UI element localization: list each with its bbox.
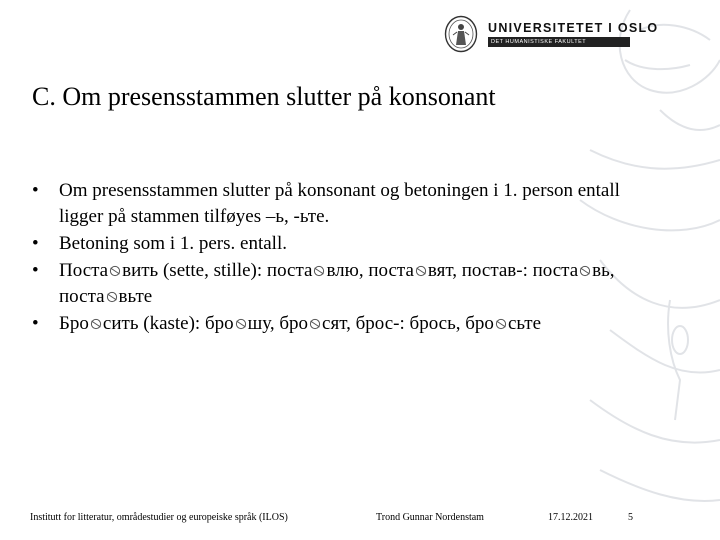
- slide-title: C. Om presensstammen slutter på konsonant: [32, 82, 496, 111]
- bullet-text: Betoning som i 1. pers. entall.: [59, 233, 287, 254]
- bullet-text: сить (kaste): бро: [102, 313, 234, 334]
- stress-mark-icon: [109, 265, 121, 277]
- bullet-marker: •: [32, 180, 39, 201]
- university-name: UNIVERSITETET I OSLO: [488, 21, 659, 35]
- bullet-item: [32, 258, 632, 310]
- bullet-item: [32, 231, 632, 257]
- footer-page-number: 5: [628, 512, 633, 523]
- stress-mark-icon: [313, 265, 325, 277]
- footer-institute: Institutt for litteratur, områdestudier og europeiske språk (ILOS): [30, 512, 288, 523]
- bullet-text: вить (sette, stille): поста: [122, 260, 313, 281]
- bullet-text: Поста: [59, 260, 109, 281]
- bullet-marker: •: [32, 313, 39, 334]
- logo-text: [488, 21, 658, 47]
- stress-mark-icon: [495, 318, 507, 330]
- stress-mark-icon: [235, 318, 247, 330]
- stress-mark-icon: [579, 265, 591, 277]
- bullet-item: [32, 178, 632, 230]
- bullet-marker: •: [32, 233, 39, 254]
- bullet-text: влю, поста: [326, 260, 414, 281]
- bullet-text: вят, постав-: поста: [427, 260, 579, 281]
- stress-mark-icon: [106, 291, 118, 303]
- faculty-name: DET HUMANISTISKE FAKULTET: [488, 37, 630, 47]
- university-seal-icon: [444, 15, 478, 53]
- bullet-text: сят, брос-: брось, бро: [322, 313, 494, 334]
- bullet-item: [32, 311, 632, 337]
- bullet-text: вьте: [118, 286, 153, 307]
- bullet-list: [32, 178, 632, 338]
- bullet-text: шу, бро: [247, 313, 309, 334]
- footer-date: 17.12.2021: [548, 512, 593, 523]
- stress-mark-icon: [415, 265, 427, 277]
- bullet-text: Om presensstammen slutter på konsonant og betoningen i 1. person entall ligger på stammen tilføyes –ь, -ьте.: [59, 180, 620, 227]
- stress-mark-icon: [90, 318, 102, 330]
- footer-author: Trond Gunnar Nordenstam: [376, 512, 484, 523]
- bullet-text: вь, поста: [59, 260, 615, 307]
- university-logo: [444, 14, 658, 54]
- stress-mark-icon: [309, 318, 321, 330]
- bullet-marker: •: [32, 260, 39, 281]
- bullet-text: Бро: [59, 313, 89, 334]
- bullet-text: сьте: [507, 313, 542, 334]
